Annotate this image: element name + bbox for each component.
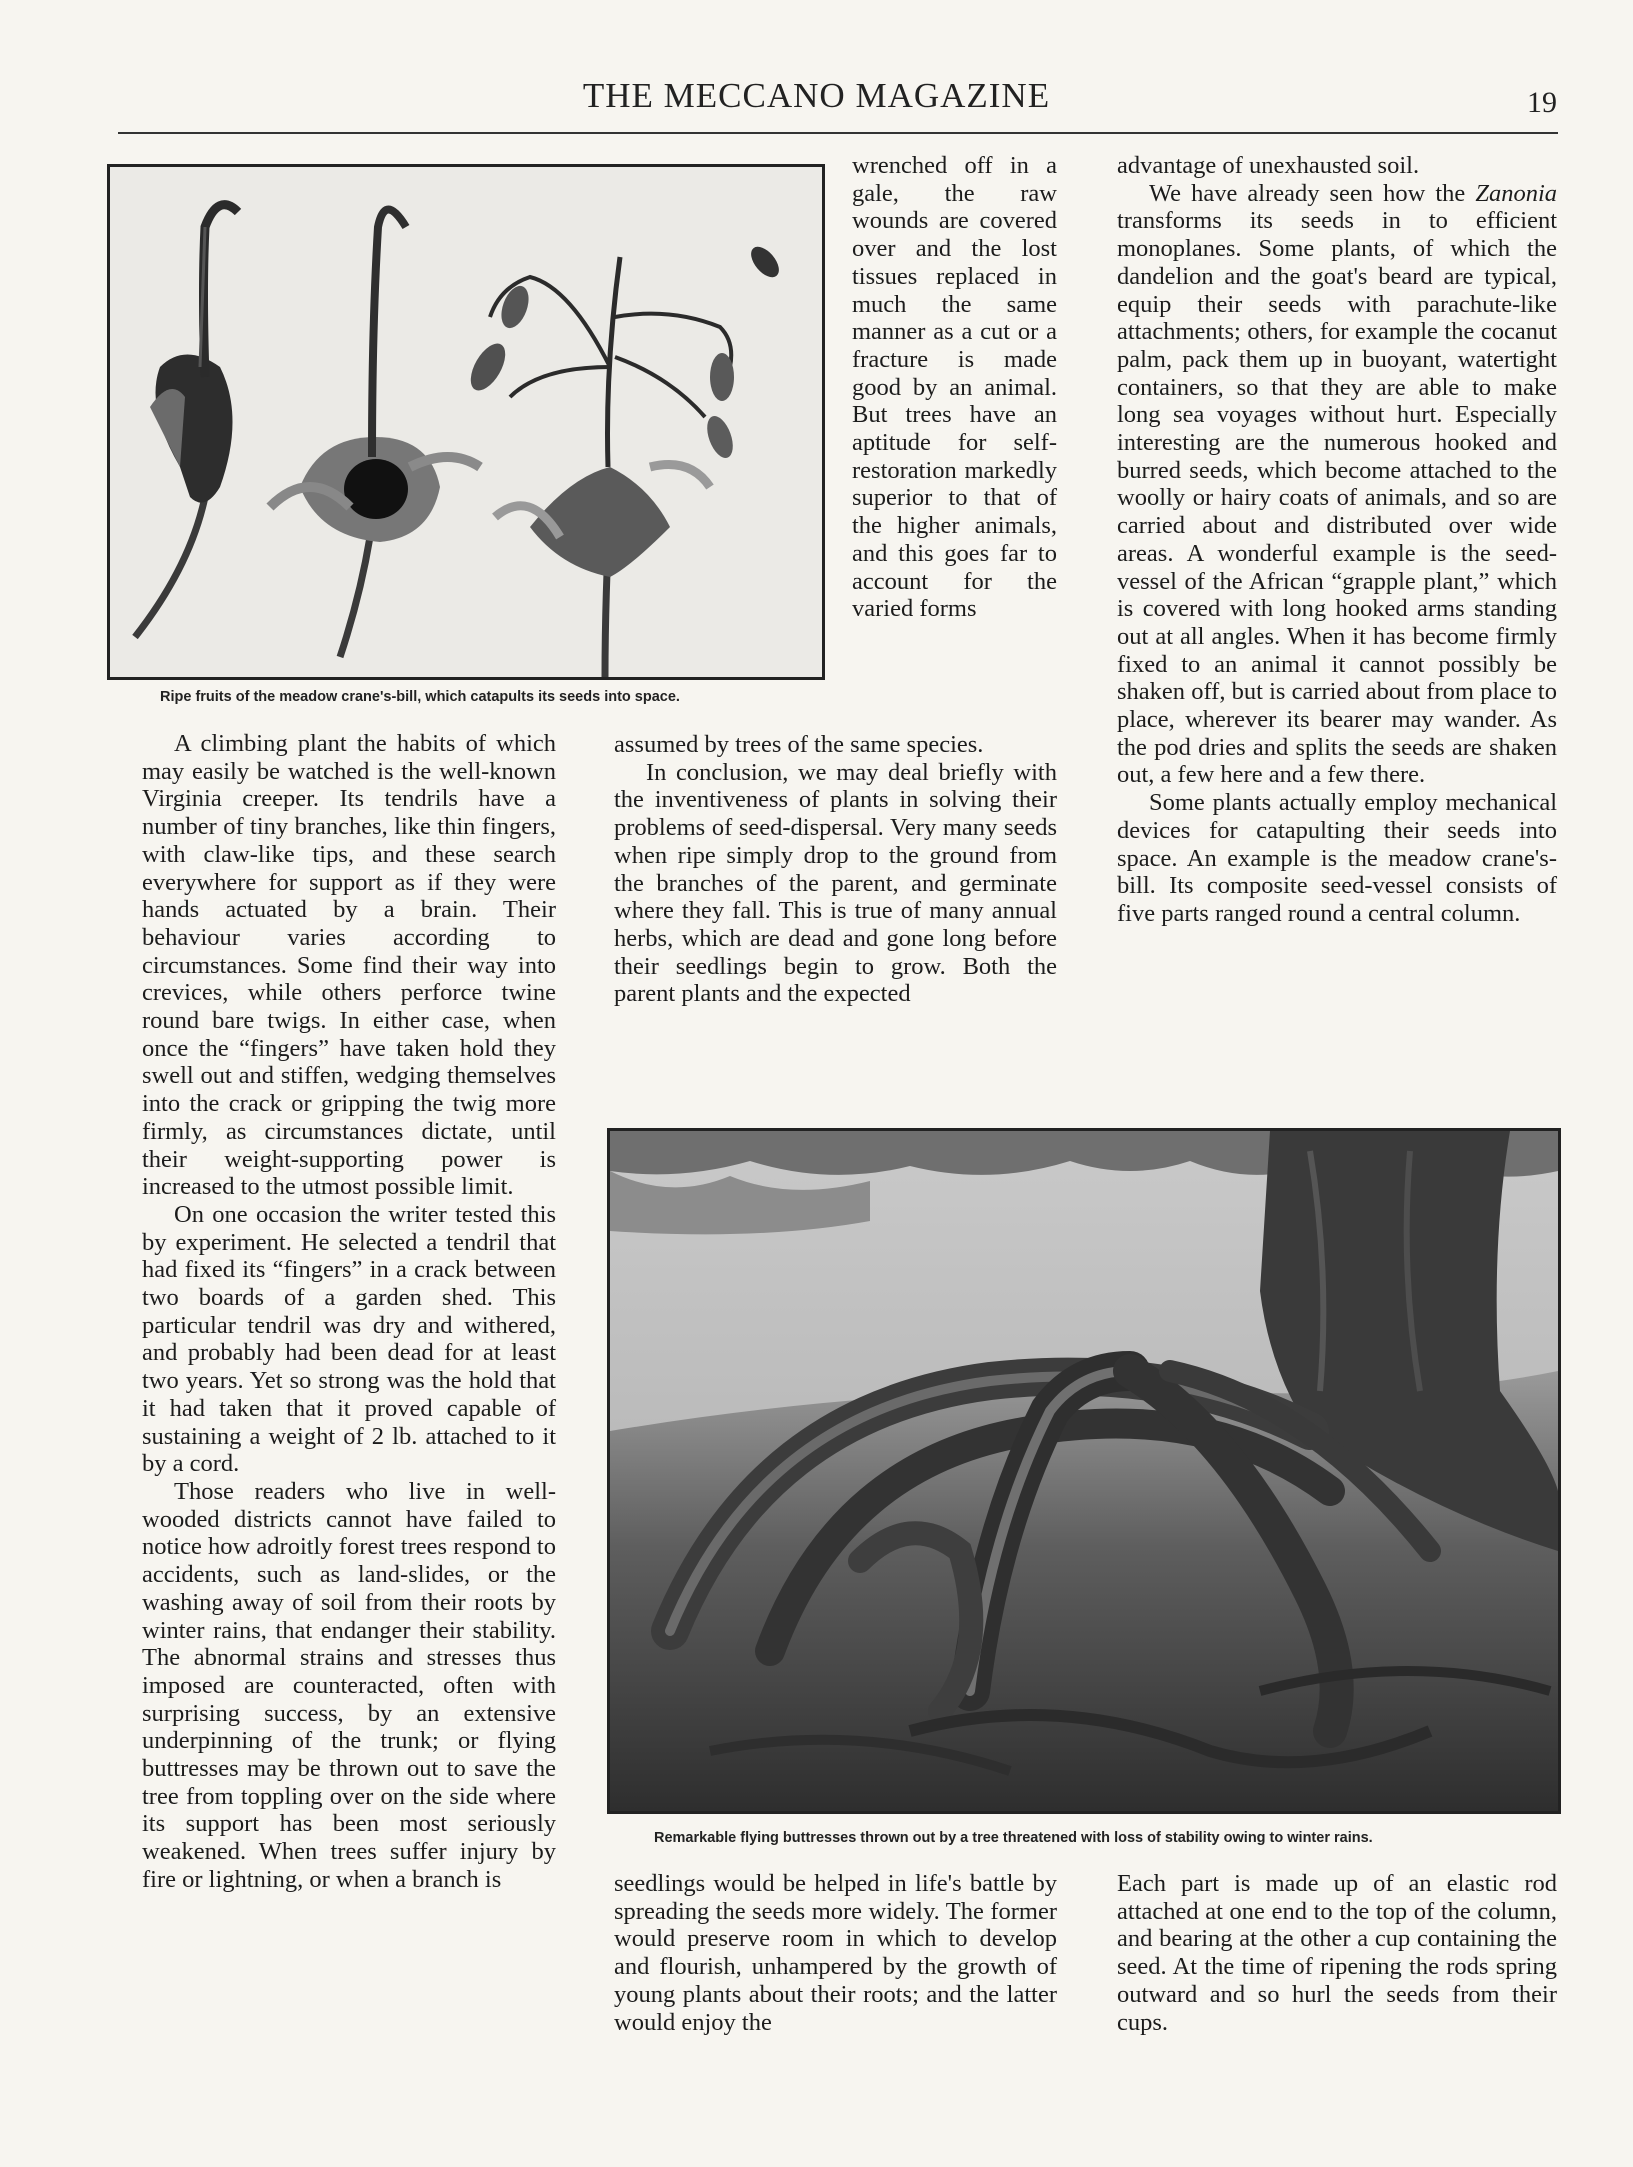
header-rule xyxy=(118,132,1558,134)
magazine-title: THE MECCANO MAGAZINE xyxy=(582,76,1051,115)
tree-buttress-photo xyxy=(607,1128,1561,1814)
page-number: 19 xyxy=(1527,86,1557,119)
column-2-mid-text xyxy=(614,731,1057,1008)
col3-bottom-paragraph: Each part is made up of an elastic rod attached at one end to the top of the column, and bearing at the other a cup containing the seed. At the time of ripening the rods spring outward and so hurl the seeds from their cups. xyxy=(1117,1870,1557,2036)
col3-paragraph-2: We have already seen how the Zanonia transforms its seeds in to efficient monoplanes. Some plants, of which the dandelion and the goat's beard are typical, equip their seeds with parachute-like attachments; others, for example the cocanut palm, pack them up in buoyant, watertight containers, so that they are able to make long sea voyages without hurt. Especially interesting are the numerous hooked and burred seeds, which become attached to the woolly or hairy coats of animals, and so are carried about and distributed over wide areas. A wonderful example is the seed-vessel of the African “grapple plant,” which is covered with long hooked arms standing out at all angles. When it has become firmly fixed to an animal it cannot possibly be shaken off, but is carried about from place to place, wherever its bearer may wander. As the pod dries and splits the seeds are shaken out, a few here and a few there. xyxy=(1117,179,1557,789)
col3-paragraph-3: Some plants actually employ mechanical devices for catapulting their seeds into space. An example is the meadow crane's-bill. Its composite seed-vessel consists of five parts ranged round a central column. xyxy=(1117,789,1557,927)
zanonia-italic: Zanonia xyxy=(1475,179,1557,207)
column-3-top-text xyxy=(1117,152,1557,928)
col1-paragraph-3: Those readers who live in well-wooded districts cannot have failed to notice how adroitly forest trees respond to accidents, such as land-slides, or the washing away of soil from their roots by winter rains, that endanger their stability. The abnormal strains and stresses thus imposed are counteracted, often with surprising success, by an extensive underpinning of the trunk; or flying buttresses may be thrown out to save the tree from toppling over on the side where its support has been most seriously weakened. When trees suffer injury by fire or lightning, or when a branch is xyxy=(142,1477,556,1893)
column-2-top-text xyxy=(852,152,1057,623)
col2-mid-paragraph-2: In conclusion, we may deal briefly with the inventiveness of plants in solving their problems of seed-dispersal. Very many seeds when ripe simply drop to the ground from the branches of the parent, and germinate where they fall. This is true of many annual herbs, which are dead and gone long before their seedlings begin to grow. Both the parent plants and the expected xyxy=(614,758,1057,1008)
top-figure-caption: Ripe fruits of the meadow crane's-bill, which catapults its seeds into space. xyxy=(160,689,680,705)
column-2-top-paragraph: wrenched off in a gale, the raw wounds are covered over and the lost tissues replaced in much the same manner as a cut or a fracture is made good by an animal. But trees have an aptitude for self-restoration markedly superior to that of the higher animals, and this goes far to account for the varied forms xyxy=(852,152,1057,623)
cranes-bill-photo xyxy=(107,164,825,680)
col2-mid-paragraph-1: assumed by trees of the same species. xyxy=(614,731,984,758)
col1-paragraph-2: On one occasion the writer tested this by experiment. He selected a tendril that had fixed its “fingers” in a crack between two boards of a garden shed. This particular tendril was dry and withered, and probably had been dead for at least two years. Yet so strong was the hold that it had taken that it proved capable of sustaining a weight of 2 lb. attached to it by a cord. xyxy=(142,1200,556,1478)
col2-bottom-paragraph: seedlings would be helped in life's battle by spreading the seeds more widely. The former would preserve room in which to develop and flourish, unhampered by the growth of young plants about their roots; and the latter would enjoy the xyxy=(614,1870,1057,2036)
col1-paragraph-1: A climbing plant the habits of which may easily be watched is the well-known Virginia creeper. Its tendrils have a number of tiny branches, like thin fingers, with claw-like tips, and these search everywhere for support as if they were hands actuated by a brain. Their behaviour varies according to circumstances. Some find their way into crevices, while others perforce twine round bare twigs. In either case, when once the “fingers” have taken hold they swell out and stiffen, wedging themselves into the crack or gripping the twig more firmly, as circumstances dictate, until their weight-supporting power is increased to the utmost possible limit. xyxy=(142,730,556,1201)
bottom-figure-caption: Remarkable flying buttresses thrown out by a tree threatened with loss of stability owing to winter rains. xyxy=(654,1830,1373,1846)
column-3-bottom-text xyxy=(1117,1870,1557,2036)
column-1-text xyxy=(142,730,556,1894)
column-2-bottom-text xyxy=(614,1870,1057,2036)
col3-paragraph-1: advantage of unexhausted soil. xyxy=(1117,152,1420,179)
